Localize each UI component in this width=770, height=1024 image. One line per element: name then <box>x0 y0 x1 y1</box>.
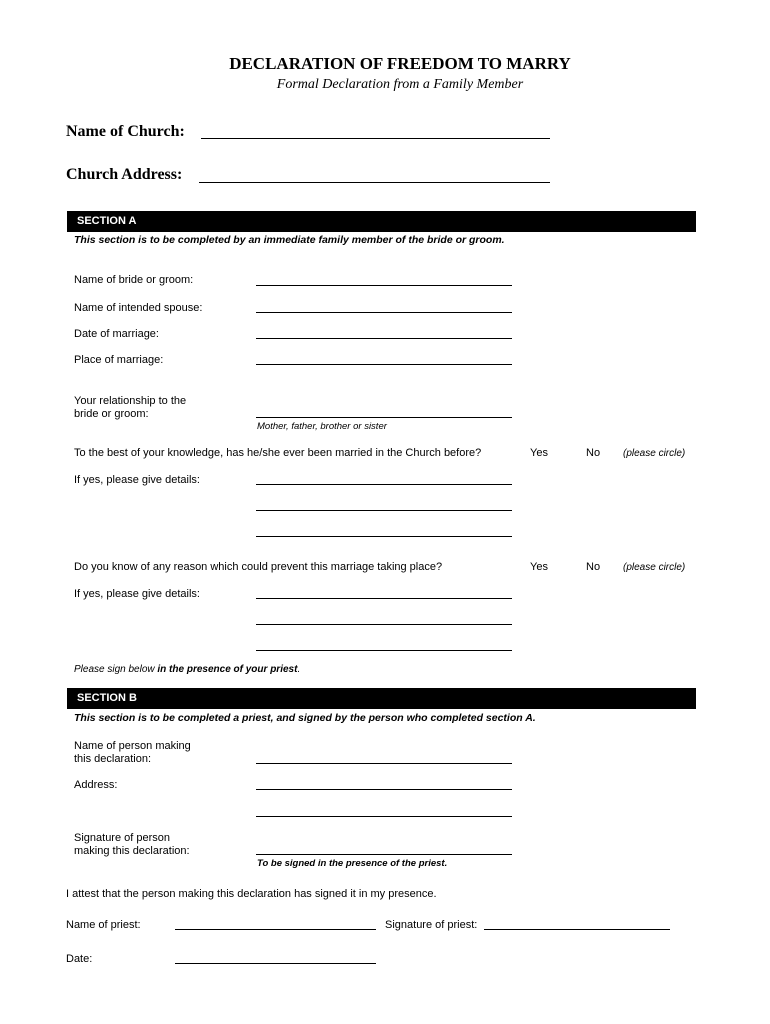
church-address-label: Church Address: <box>66 166 183 183</box>
priest-name-label: Name of priest: <box>66 919 141 931</box>
sign-instruction-end: . <box>297 664 301 675</box>
q1-details-label: If yes, please give details: <box>74 474 200 486</box>
declarant-name-label-line2: this declaration: <box>74 753 152 765</box>
marriage-place-label: Place of marriage: <box>74 354 164 366</box>
priest-date-field[interactable] <box>175 963 376 964</box>
q1-no-option[interactable]: No <box>586 447 601 459</box>
priest-date-label: Date: <box>66 953 93 965</box>
priest-signature-field[interactable] <box>484 929 670 930</box>
church-address-field[interactable] <box>199 182 550 183</box>
marriage-date-label: Date of marriage: <box>74 328 159 340</box>
declarant-name-label-line1: Name of person making <box>74 740 191 752</box>
q2-details-line-1[interactable] <box>256 598 512 599</box>
q2-details-line-2[interactable] <box>256 624 512 625</box>
bride-groom-label: Name of bride or groom: <box>74 274 194 286</box>
form-title: DECLARATION OF FREEDOM TO MARRY <box>229 54 571 73</box>
q2-details-label: If yes, please give details: <box>74 588 200 600</box>
declarant-address-line-1[interactable] <box>256 789 512 790</box>
church-name-label: Name of Church: <box>66 123 185 140</box>
priest-name-field[interactable] <box>175 929 376 930</box>
q2-no-option[interactable]: No <box>586 561 601 573</box>
signature-hint: To be signed in the presence of the priest. <box>257 858 448 869</box>
attestation-text: I attest that the person making this declaration has signed it in my presence. <box>66 888 437 900</box>
section-a-note: This section is to be completed by an immediate family member of the bride or groom. <box>74 234 505 246</box>
relationship-field[interactable] <box>256 417 512 418</box>
form-subtitle: Formal Declaration from a Family Member <box>276 77 524 92</box>
q2-yes-option[interactable]: Yes <box>530 561 548 573</box>
marriage-date-field[interactable] <box>256 338 512 339</box>
relationship-label-line1: Your relationship to the <box>74 395 187 407</box>
spouse-field[interactable] <box>256 312 512 313</box>
q1-details-line-3[interactable] <box>256 536 512 537</box>
relationship-label-line2: bride or groom: <box>74 408 149 420</box>
declarant-signature-label-line1: Signature of person <box>74 832 171 844</box>
sign-instruction-part1: Please sign below <box>74 664 158 675</box>
declarant-signature-field[interactable] <box>256 854 512 855</box>
q1-yes-option[interactable]: Yes <box>530 447 548 459</box>
q2-text: Do you know of any reason which could prevent this marriage taking place? <box>74 561 443 573</box>
bride-groom-field[interactable] <box>256 285 512 286</box>
declarant-signature-label-line2: making this declaration: <box>74 845 190 857</box>
sign-instruction-emphasis: in the presence of your priest <box>157 664 298 675</box>
declarant-address-line-2[interactable] <box>256 816 512 817</box>
sign-instruction <box>74 664 300 675</box>
q1-details-line-1[interactable] <box>256 484 512 485</box>
q2-circle-hint: (please circle) <box>623 562 686 573</box>
section-b-heading: SECTION B <box>67 688 696 709</box>
q2-details-line-3[interactable] <box>256 650 512 651</box>
q1-details-line-2[interactable] <box>256 510 512 511</box>
priest-signature-label: Signature of priest: <box>385 919 478 931</box>
marriage-place-field[interactable] <box>256 364 512 365</box>
declarant-name-field[interactable] <box>256 763 512 764</box>
spouse-label: Name of intended spouse: <box>74 302 203 314</box>
relationship-hint: Mother, father, brother or sister <box>257 421 387 432</box>
q1-circle-hint: (please circle) <box>623 448 686 459</box>
declarant-address-label: Address: <box>74 779 118 791</box>
church-name-field[interactable] <box>201 138 550 139</box>
q1-text: To the best of your knowledge, has he/she ever been married in the Church before? <box>74 447 482 459</box>
section-b-note: This section is to be completed a priest, and signed by the person who completed section A. <box>74 712 536 724</box>
section-a-heading: SECTION A <box>67 211 696 232</box>
